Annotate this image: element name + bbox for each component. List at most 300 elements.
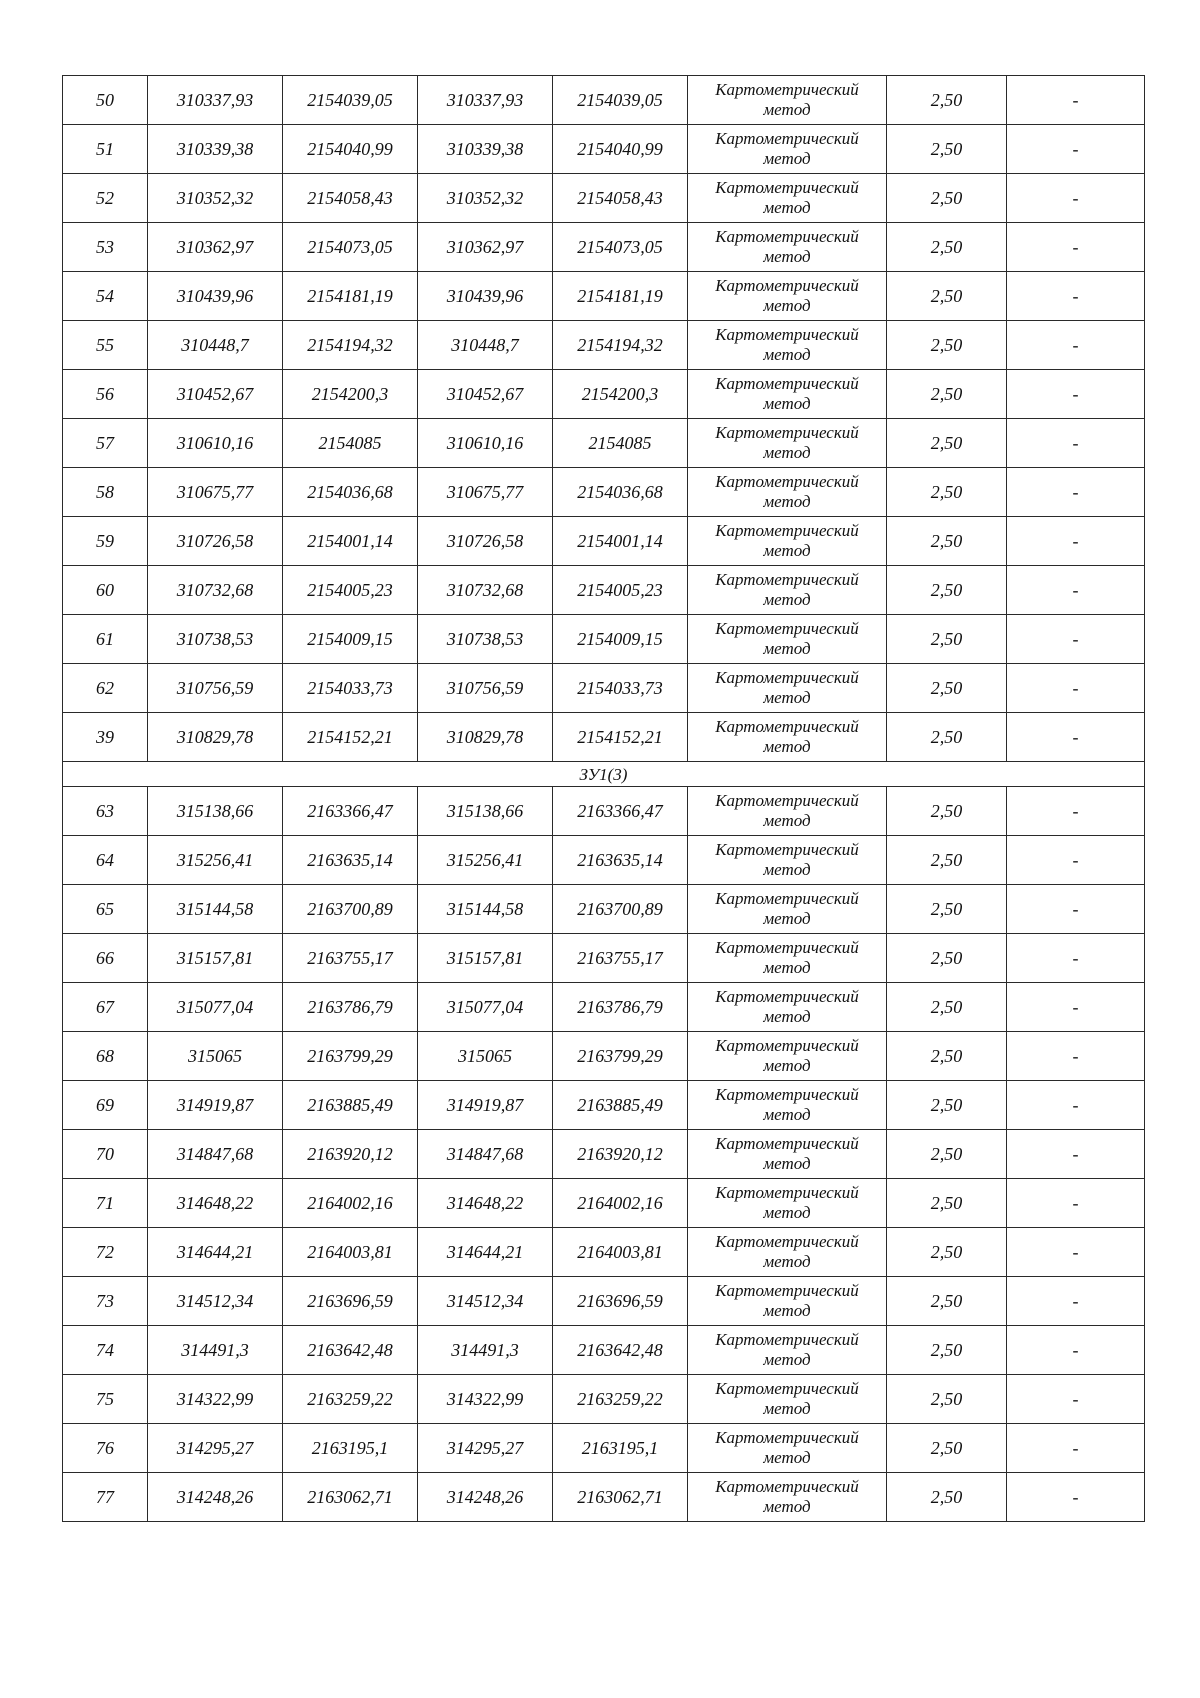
- table-row: [63, 983, 1145, 1032]
- method-cell: [688, 1326, 887, 1375]
- note-cell: -: [1007, 1179, 1145, 1228]
- existing-y-cell: 2154085: [283, 419, 418, 468]
- method-line-1: Картометрический: [715, 423, 859, 442]
- new-y-cell: 2154009,15: [553, 615, 688, 664]
- accuracy-cell: 2,50: [887, 1179, 1007, 1228]
- table-row: [63, 1081, 1145, 1130]
- table-row: [63, 272, 1145, 321]
- new-x-cell: 315138,66: [418, 787, 553, 836]
- new-y-cell: 2154040,99: [553, 125, 688, 174]
- existing-y-cell: 2163259,22: [283, 1375, 418, 1424]
- existing-y-cell: 2154152,21: [283, 713, 418, 762]
- table-row: [63, 76, 1145, 125]
- method-line-2: метод: [763, 247, 811, 266]
- method-cell: [688, 419, 887, 468]
- point-number-cell: 67: [63, 983, 148, 1032]
- existing-x-cell: 314295,27: [148, 1424, 283, 1473]
- table-row: [63, 1277, 1145, 1326]
- point-number-cell: 55: [63, 321, 148, 370]
- existing-y-cell: 2163635,14: [283, 836, 418, 885]
- section-title: ЗУ1(3): [63, 762, 1145, 787]
- table-row: [63, 1326, 1145, 1375]
- point-number-cell: 62: [63, 664, 148, 713]
- new-y-cell: 2154058,43: [553, 174, 688, 223]
- new-x-cell: 310675,77: [418, 468, 553, 517]
- accuracy-cell: 2,50: [887, 76, 1007, 125]
- new-y-cell: 2154200,3: [553, 370, 688, 419]
- method-line-2: метод: [763, 688, 811, 707]
- method-cell: [688, 1081, 887, 1130]
- accuracy-cell: 2,50: [887, 1081, 1007, 1130]
- new-y-cell: 2163755,17: [553, 934, 688, 983]
- table-row: [63, 223, 1145, 272]
- existing-x-cell: 314919,87: [148, 1081, 283, 1130]
- method-line-2: метод: [763, 541, 811, 560]
- table-row: [63, 419, 1145, 468]
- existing-x-cell: 315077,04: [148, 983, 283, 1032]
- new-x-cell: 310448,7: [418, 321, 553, 370]
- existing-y-cell: 2163195,1: [283, 1424, 418, 1473]
- method-cell: [688, 321, 887, 370]
- accuracy-cell: 2,50: [887, 983, 1007, 1032]
- accuracy-cell: 2,50: [887, 468, 1007, 517]
- new-x-cell: 314322,99: [418, 1375, 553, 1424]
- note-cell: -: [1007, 1130, 1145, 1179]
- existing-y-cell: 2154039,05: [283, 76, 418, 125]
- method-cell: [688, 1179, 887, 1228]
- method-cell: [688, 1473, 887, 1522]
- method-line-2: метод: [763, 492, 811, 511]
- method-cell: [688, 174, 887, 223]
- method-line-1: Картометрический: [715, 472, 859, 491]
- method-line-2: метод: [763, 1301, 811, 1320]
- point-number-cell: 64: [63, 836, 148, 885]
- table-row: [63, 1473, 1145, 1522]
- existing-y-cell: 2154005,23: [283, 566, 418, 615]
- note-cell: -: [1007, 76, 1145, 125]
- point-number-cell: 54: [63, 272, 148, 321]
- existing-y-cell: 2163696,59: [283, 1277, 418, 1326]
- method-line-1: Картометрический: [715, 1477, 859, 1496]
- note-cell: -: [1007, 713, 1145, 762]
- point-number-cell: 39: [63, 713, 148, 762]
- new-y-cell: 2154033,73: [553, 664, 688, 713]
- new-x-cell: 310610,16: [418, 419, 553, 468]
- accuracy-cell: 2,50: [887, 615, 1007, 664]
- new-y-cell: 2154181,19: [553, 272, 688, 321]
- method-line-1: Картометрический: [715, 987, 859, 1006]
- note-cell: -: [1007, 836, 1145, 885]
- existing-x-cell: 314322,99: [148, 1375, 283, 1424]
- accuracy-cell: 2,50: [887, 713, 1007, 762]
- existing-y-cell: 2163885,49: [283, 1081, 418, 1130]
- existing-x-cell: 314644,21: [148, 1228, 283, 1277]
- method-line-2: метод: [763, 394, 811, 413]
- existing-x-cell: 310738,53: [148, 615, 283, 664]
- new-y-cell: 2163259,22: [553, 1375, 688, 1424]
- table-body: [63, 76, 1145, 1522]
- method-line-2: метод: [763, 639, 811, 658]
- method-line-2: метод: [763, 1105, 811, 1124]
- point-number-cell: 74: [63, 1326, 148, 1375]
- existing-y-cell: 2154194,32: [283, 321, 418, 370]
- new-x-cell: 314644,21: [418, 1228, 553, 1277]
- existing-x-cell: 314248,26: [148, 1473, 283, 1522]
- method-line-1: Картометрический: [715, 840, 859, 859]
- table-row: [63, 934, 1145, 983]
- method-cell: [688, 370, 887, 419]
- table-row: [63, 1130, 1145, 1179]
- new-x-cell: 310337,93: [418, 76, 553, 125]
- method-line-1: Картометрический: [715, 1232, 859, 1251]
- point-number-cell: 71: [63, 1179, 148, 1228]
- note-cell: -: [1007, 321, 1145, 370]
- table-row: [63, 1424, 1145, 1473]
- method-cell: [688, 223, 887, 272]
- point-number-cell: 52: [63, 174, 148, 223]
- point-number-cell: 57: [63, 419, 148, 468]
- existing-y-cell: 2164002,16: [283, 1179, 418, 1228]
- method-line-1: Картометрический: [715, 668, 859, 687]
- note-cell: -: [1007, 272, 1145, 321]
- note-cell: -: [1007, 934, 1145, 983]
- method-cell: [688, 125, 887, 174]
- note-cell: -: [1007, 1375, 1145, 1424]
- table-row: [63, 321, 1145, 370]
- point-number-cell: 51: [63, 125, 148, 174]
- method-line-2: метод: [763, 345, 811, 364]
- accuracy-cell: 2,50: [887, 272, 1007, 321]
- point-number-cell: 68: [63, 1032, 148, 1081]
- new-y-cell: 2154039,05: [553, 76, 688, 125]
- new-x-cell: 310726,58: [418, 517, 553, 566]
- table-row: [63, 713, 1145, 762]
- method-line-1: Картометрический: [715, 1281, 859, 1300]
- existing-x-cell: 310610,16: [148, 419, 283, 468]
- new-y-cell: 2154085: [553, 419, 688, 468]
- method-line-1: Картометрический: [715, 791, 859, 810]
- accuracy-cell: 2,50: [887, 1032, 1007, 1081]
- method-cell: [688, 76, 887, 125]
- method-cell: [688, 787, 887, 836]
- new-x-cell: 310352,32: [418, 174, 553, 223]
- new-x-cell: 315144,58: [418, 885, 553, 934]
- method-cell: [688, 1228, 887, 1277]
- new-y-cell: 2163635,14: [553, 836, 688, 885]
- new-y-cell: 2163885,49: [553, 1081, 688, 1130]
- accuracy-cell: 2,50: [887, 1130, 1007, 1179]
- existing-y-cell: 2154033,73: [283, 664, 418, 713]
- point-number-cell: 72: [63, 1228, 148, 1277]
- note-cell: -: [1007, 1326, 1145, 1375]
- note-cell: -: [1007, 468, 1145, 517]
- method-line-1: Картометрический: [715, 1085, 859, 1104]
- point-number-cell: 69: [63, 1081, 148, 1130]
- method-cell: [688, 1032, 887, 1081]
- method-line-2: метод: [763, 100, 811, 119]
- existing-x-cell: 314491,3: [148, 1326, 283, 1375]
- point-number-cell: 59: [63, 517, 148, 566]
- method-line-2: метод: [763, 958, 811, 977]
- method-line-1: Картометрический: [715, 1183, 859, 1202]
- accuracy-cell: 2,50: [887, 1424, 1007, 1473]
- existing-x-cell: 314847,68: [148, 1130, 283, 1179]
- method-line-1: Картометрический: [715, 1036, 859, 1055]
- accuracy-cell: 2,50: [887, 1277, 1007, 1326]
- new-x-cell: 310362,97: [418, 223, 553, 272]
- method-cell: [688, 1277, 887, 1326]
- note-cell: -: [1007, 615, 1145, 664]
- existing-y-cell: 2163755,17: [283, 934, 418, 983]
- note-cell: -: [1007, 419, 1145, 468]
- accuracy-cell: 2,50: [887, 517, 1007, 566]
- existing-y-cell: 2163700,89: [283, 885, 418, 934]
- accuracy-cell: 2,50: [887, 1375, 1007, 1424]
- accuracy-cell: 2,50: [887, 223, 1007, 272]
- existing-y-cell: 2154181,19: [283, 272, 418, 321]
- method-line-1: Картометрический: [715, 276, 859, 295]
- new-x-cell: 314491,3: [418, 1326, 553, 1375]
- point-number-cell: 77: [63, 1473, 148, 1522]
- table-row: [63, 517, 1145, 566]
- new-y-cell: 2163799,29: [553, 1032, 688, 1081]
- new-x-cell: 314295,27: [418, 1424, 553, 1473]
- new-x-cell: 314248,26: [418, 1473, 553, 1522]
- accuracy-cell: 2,50: [887, 836, 1007, 885]
- table-row: [63, 1228, 1145, 1277]
- method-line-2: метод: [763, 1399, 811, 1418]
- method-line-1: Картометрический: [715, 938, 859, 957]
- note-cell: -: [1007, 885, 1145, 934]
- new-y-cell: 2154001,14: [553, 517, 688, 566]
- existing-x-cell: 310337,93: [148, 76, 283, 125]
- method-cell: [688, 1375, 887, 1424]
- new-x-cell: 315256,41: [418, 836, 553, 885]
- note-cell: -: [1007, 174, 1145, 223]
- method-line-2: метод: [763, 737, 811, 756]
- method-line-1: Картометрический: [715, 374, 859, 393]
- method-line-1: Картометрический: [715, 889, 859, 908]
- accuracy-cell: 2,50: [887, 1326, 1007, 1375]
- point-number-cell: 58: [63, 468, 148, 517]
- method-cell: [688, 885, 887, 934]
- section-header-row: [63, 762, 1145, 787]
- existing-y-cell: 2154040,99: [283, 125, 418, 174]
- new-x-cell: 310452,67: [418, 370, 553, 419]
- accuracy-cell: 2,50: [887, 370, 1007, 419]
- method-cell: [688, 1424, 887, 1473]
- table-row: [63, 615, 1145, 664]
- accuracy-cell: 2,50: [887, 566, 1007, 615]
- method-cell: [688, 615, 887, 664]
- method-line-1: Картометрический: [715, 80, 859, 99]
- method-line-2: метод: [763, 1154, 811, 1173]
- table-row: [63, 125, 1145, 174]
- method-line-2: метод: [763, 198, 811, 217]
- existing-y-cell: 2154009,15: [283, 615, 418, 664]
- existing-y-cell: 2163062,71: [283, 1473, 418, 1522]
- point-number-cell: 76: [63, 1424, 148, 1473]
- note-cell: -: [1007, 1032, 1145, 1081]
- existing-x-cell: 310675,77: [148, 468, 283, 517]
- existing-x-cell: 315157,81: [148, 934, 283, 983]
- new-y-cell: 2163642,48: [553, 1326, 688, 1375]
- method-line-2: метод: [763, 811, 811, 830]
- point-number-cell: 50: [63, 76, 148, 125]
- method-line-1: Картометрический: [715, 717, 859, 736]
- existing-x-cell: 315065: [148, 1032, 283, 1081]
- note-cell: -: [1007, 1081, 1145, 1130]
- note-cell: -: [1007, 664, 1145, 713]
- accuracy-cell: 2,50: [887, 1228, 1007, 1277]
- accuracy-cell: 2,50: [887, 174, 1007, 223]
- method-cell: [688, 983, 887, 1032]
- note-cell: -: [1007, 1228, 1145, 1277]
- new-x-cell: 315077,04: [418, 983, 553, 1032]
- table-row: [63, 468, 1145, 517]
- method-line-2: метод: [763, 1007, 811, 1026]
- existing-y-cell: 2163799,29: [283, 1032, 418, 1081]
- point-number-cell: 60: [63, 566, 148, 615]
- note-cell: -: [1007, 983, 1145, 1032]
- existing-y-cell: 2154058,43: [283, 174, 418, 223]
- point-number-cell: 70: [63, 1130, 148, 1179]
- existing-x-cell: 310339,38: [148, 125, 283, 174]
- existing-x-cell: 310726,58: [148, 517, 283, 566]
- method-line-1: Картометрический: [715, 1379, 859, 1398]
- point-number-cell: 63: [63, 787, 148, 836]
- new-y-cell: 2163700,89: [553, 885, 688, 934]
- existing-y-cell: 2154036,68: [283, 468, 418, 517]
- method-cell: [688, 713, 887, 762]
- new-x-cell: 314847,68: [418, 1130, 553, 1179]
- note-cell: -: [1007, 1277, 1145, 1326]
- existing-y-cell: 2163366,47: [283, 787, 418, 836]
- point-number-cell: 73: [63, 1277, 148, 1326]
- existing-y-cell: 2154200,3: [283, 370, 418, 419]
- table-row: [63, 787, 1145, 836]
- method-line-2: метод: [763, 1056, 811, 1075]
- new-x-cell: 310339,38: [418, 125, 553, 174]
- existing-x-cell: 314512,34: [148, 1277, 283, 1326]
- method-line-2: метод: [763, 1448, 811, 1467]
- new-x-cell: 315065: [418, 1032, 553, 1081]
- accuracy-cell: 2,50: [887, 664, 1007, 713]
- method-cell: [688, 468, 887, 517]
- existing-x-cell: 314648,22: [148, 1179, 283, 1228]
- table-row: [63, 566, 1145, 615]
- existing-y-cell: 2164003,81: [283, 1228, 418, 1277]
- method-cell: [688, 836, 887, 885]
- table-row: [63, 1179, 1145, 1228]
- accuracy-cell: 2,50: [887, 419, 1007, 468]
- existing-x-cell: 310362,97: [148, 223, 283, 272]
- method-line-1: Картометрический: [715, 325, 859, 344]
- new-x-cell: 310439,96: [418, 272, 553, 321]
- method-line-1: Картометрический: [715, 1330, 859, 1349]
- new-y-cell: 2154152,21: [553, 713, 688, 762]
- note-cell: -: [1007, 1424, 1145, 1473]
- new-x-cell: 314919,87: [418, 1081, 553, 1130]
- method-line-2: метод: [763, 860, 811, 879]
- table-row: [63, 885, 1145, 934]
- note-cell: -: [1007, 787, 1145, 836]
- point-number-cell: 75: [63, 1375, 148, 1424]
- method-line-2: метод: [763, 1497, 811, 1516]
- method-line-1: Картометрический: [715, 521, 859, 540]
- existing-x-cell: 310352,32: [148, 174, 283, 223]
- method-line-1: Картометрический: [715, 619, 859, 638]
- coordinates-table: [62, 75, 1145, 1522]
- existing-y-cell: 2163642,48: [283, 1326, 418, 1375]
- accuracy-cell: 2,50: [887, 125, 1007, 174]
- new-y-cell: 2163366,47: [553, 787, 688, 836]
- new-x-cell: 310732,68: [418, 566, 553, 615]
- point-number-cell: 65: [63, 885, 148, 934]
- note-cell: -: [1007, 125, 1145, 174]
- accuracy-cell: 2,50: [887, 934, 1007, 983]
- method-line-1: Картометрический: [715, 178, 859, 197]
- new-x-cell: 315157,81: [418, 934, 553, 983]
- method-line-2: метод: [763, 1350, 811, 1369]
- point-number-cell: 61: [63, 615, 148, 664]
- new-y-cell: 2163195,1: [553, 1424, 688, 1473]
- new-y-cell: 2154194,32: [553, 321, 688, 370]
- existing-x-cell: 310452,67: [148, 370, 283, 419]
- note-cell: -: [1007, 370, 1145, 419]
- new-y-cell: 2164003,81: [553, 1228, 688, 1277]
- note-cell: -: [1007, 566, 1145, 615]
- existing-y-cell: 2163786,79: [283, 983, 418, 1032]
- point-number-cell: 56: [63, 370, 148, 419]
- method-cell: [688, 1130, 887, 1179]
- new-x-cell: 314512,34: [418, 1277, 553, 1326]
- method-line-1: Картометрический: [715, 1134, 859, 1153]
- point-number-cell: 66: [63, 934, 148, 983]
- table-row: [63, 664, 1145, 713]
- existing-x-cell: 315256,41: [148, 836, 283, 885]
- existing-y-cell: 2163920,12: [283, 1130, 418, 1179]
- table-row: [63, 1032, 1145, 1081]
- method-line-2: метод: [763, 1203, 811, 1222]
- new-y-cell: 2163062,71: [553, 1473, 688, 1522]
- new-x-cell: 314648,22: [418, 1179, 553, 1228]
- method-line-2: метод: [763, 909, 811, 928]
- new-y-cell: 2164002,16: [553, 1179, 688, 1228]
- table-row: [63, 1375, 1145, 1424]
- method-line-1: Картометрический: [715, 1428, 859, 1447]
- method-line-2: метод: [763, 443, 811, 462]
- point-number-cell: 53: [63, 223, 148, 272]
- method-cell: [688, 664, 887, 713]
- method-line-1: Картометрический: [715, 570, 859, 589]
- accuracy-cell: 2,50: [887, 885, 1007, 934]
- method-line-1: Картометрический: [715, 227, 859, 246]
- table-row: [63, 836, 1145, 885]
- method-cell: [688, 272, 887, 321]
- table-row: [63, 174, 1145, 223]
- new-y-cell: 2154073,05: [553, 223, 688, 272]
- method-cell: [688, 517, 887, 566]
- method-cell: [688, 934, 887, 983]
- new-y-cell: 2163786,79: [553, 983, 688, 1032]
- new-y-cell: 2154036,68: [553, 468, 688, 517]
- existing-y-cell: 2154001,14: [283, 517, 418, 566]
- method-cell: [688, 566, 887, 615]
- existing-x-cell: 315138,66: [148, 787, 283, 836]
- new-x-cell: 310829,78: [418, 713, 553, 762]
- method-line-2: метод: [763, 1252, 811, 1271]
